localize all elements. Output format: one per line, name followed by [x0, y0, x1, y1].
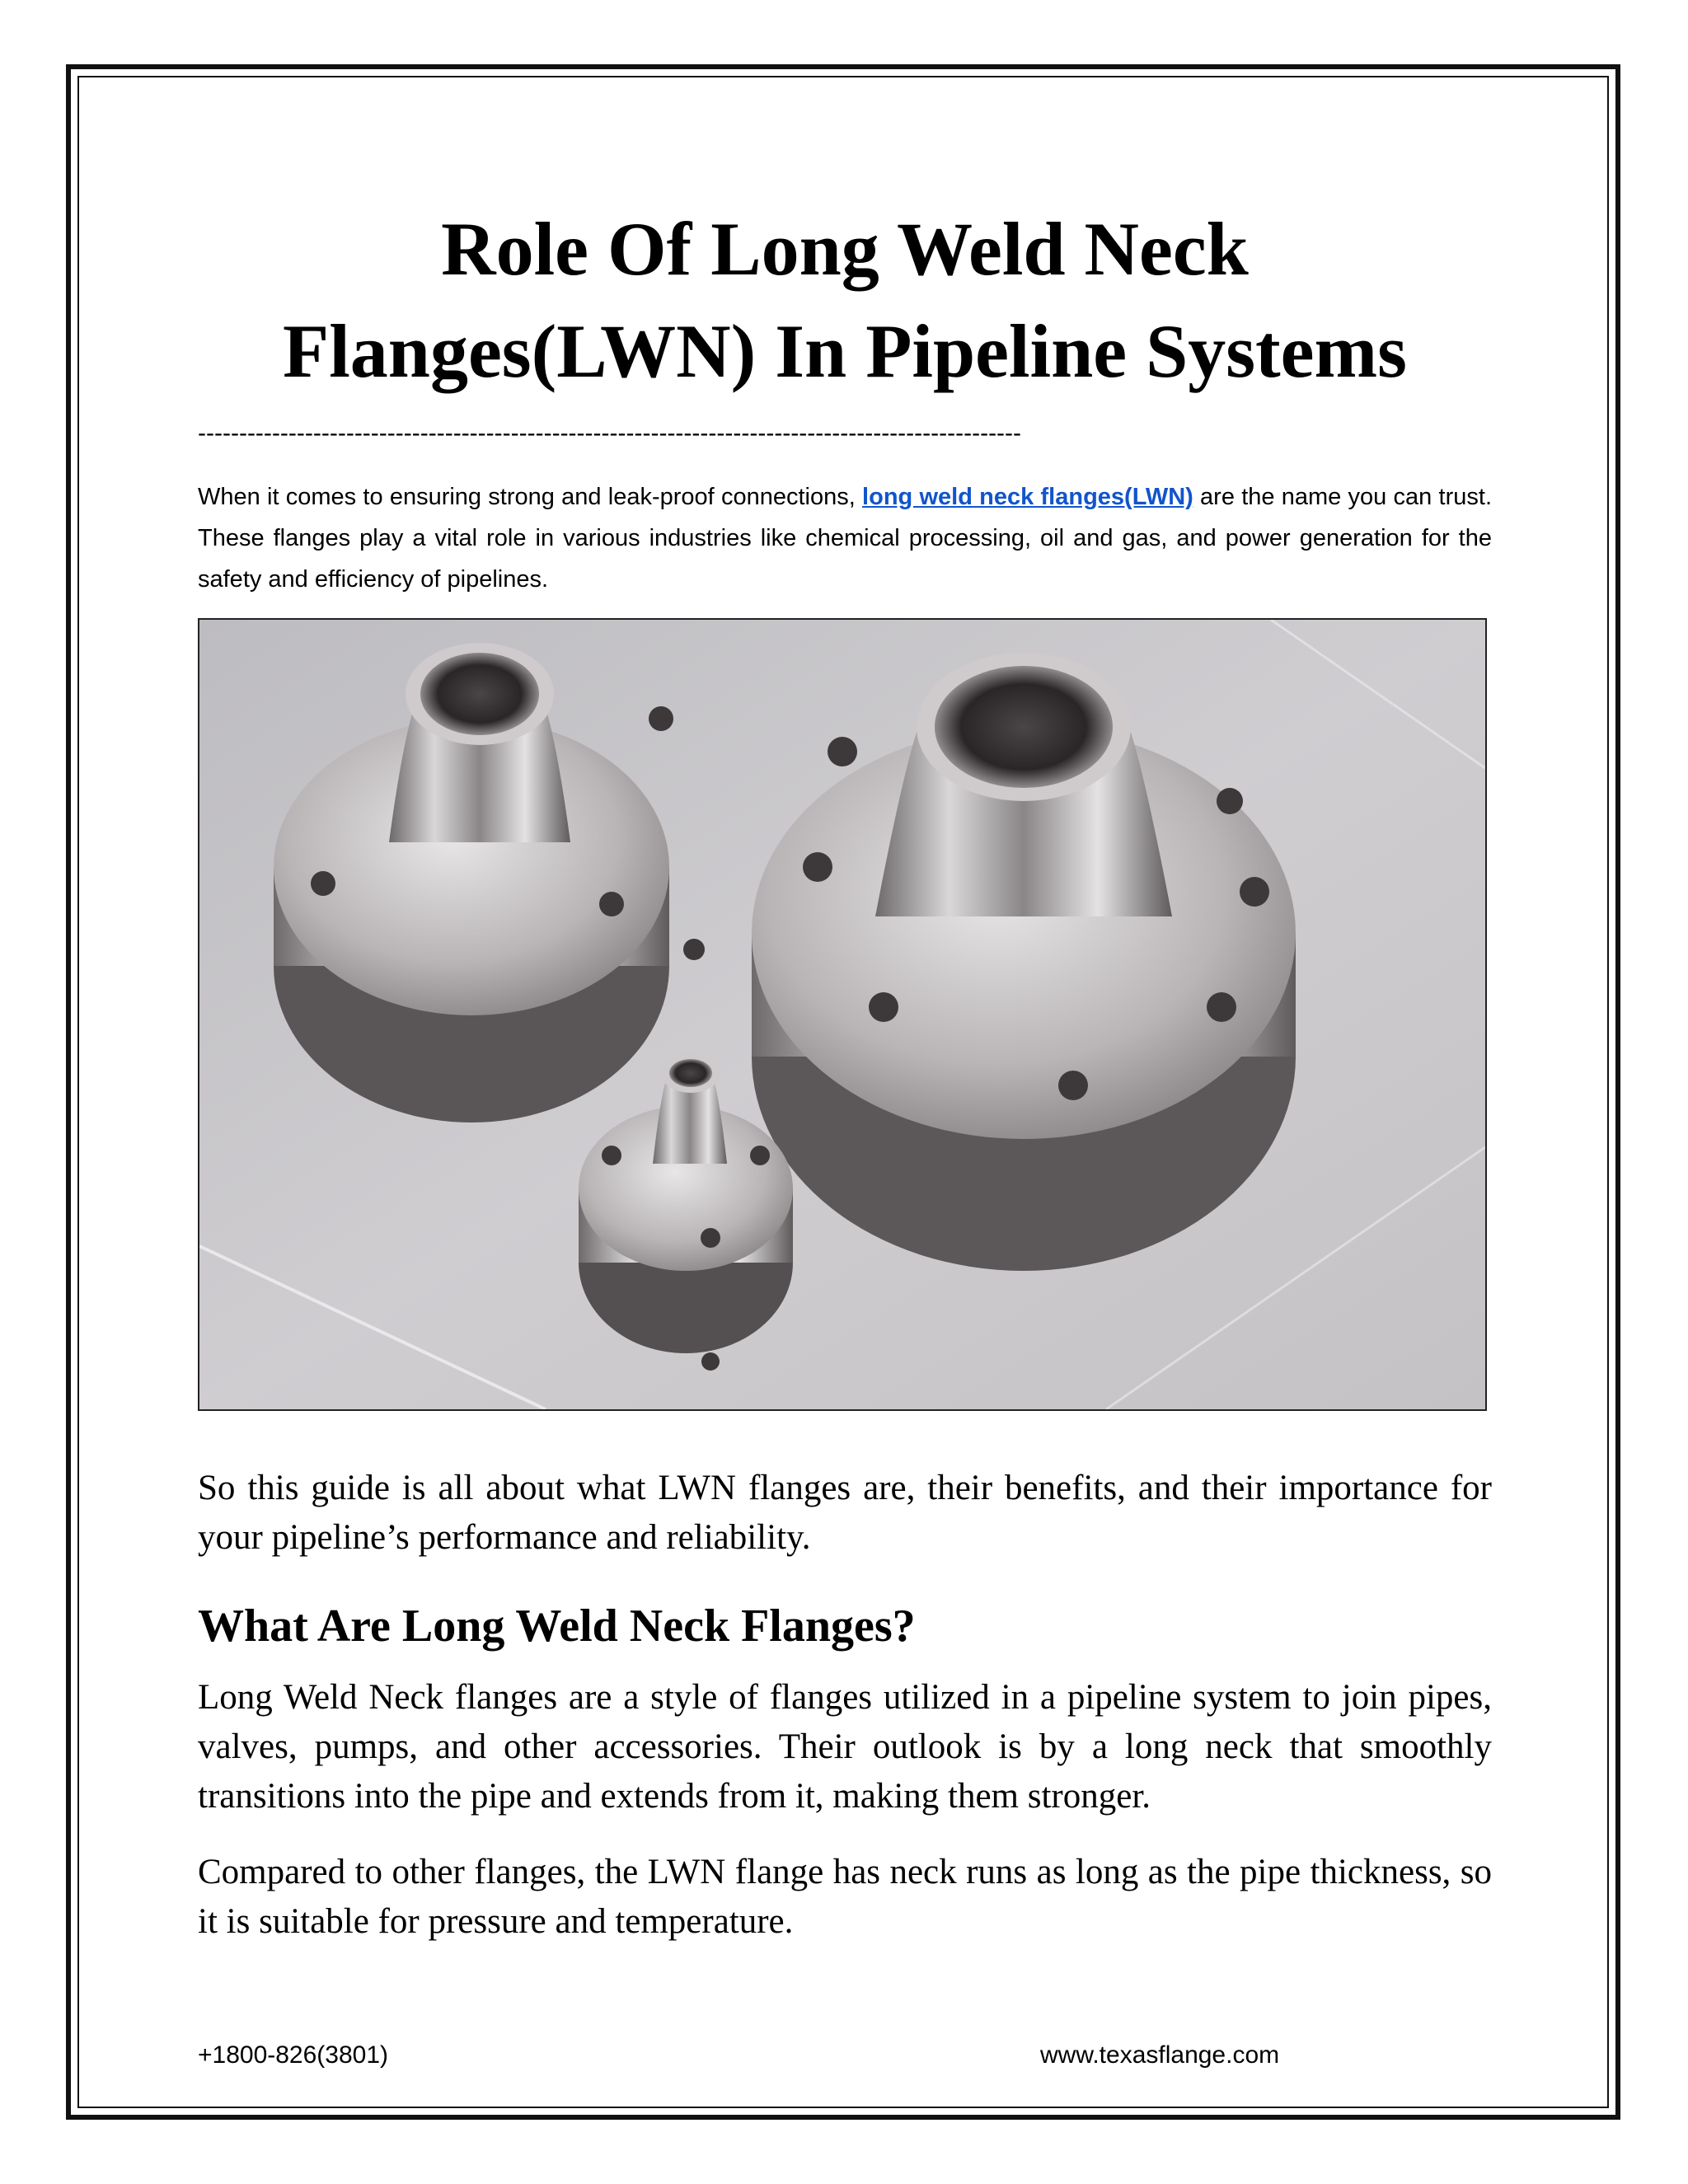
flanges-photo — [198, 618, 1487, 1411]
comparison-paragraph: Compared to other flanges, the LWN flange has neck runs as long as the pipe thickness, so it is suitable for pressure and temperature. — [198, 1853, 1492, 1941]
intro-text-end: are the name you can trust. These flanges play a vital role in various industries like chemical processing, oil and gas, and power generation for the safety and efficiency of pipelines. — [198, 484, 1493, 593]
section-heading: What Are Long Weld Neck Flanges? — [198, 1601, 916, 1652]
lwn-flanges-link[interactable]: long weld neck flanges(LWN) — [862, 484, 1193, 510]
dashed-divider: ---------------------------------------------------------------------------------------------------- — [198, 419, 1022, 447]
intro-paragraph — [198, 476, 1492, 600]
guide-paragraph: So this guide is all about what LWN flanges are, their benefits, and their importance for your pipeline’s performance and reliability. — [198, 1469, 1492, 1557]
intro-text-start: When it comes to ensuring strong and leak-proof connections, — [198, 484, 863, 510]
definition-paragraph: Long Weld Neck flanges are a style of flanges utilized in a pipeline system to join pipes, valves, pumps, and other accessories. Their outlook is by a long neck that smoothly transitions into the pipe and extends from it, making them stronger. — [198, 1678, 1492, 1816]
footer-website[interactable]: www.texasflange.com — [1040, 2041, 1280, 2069]
flanges-illustration — [199, 620, 1485, 1409]
footer-phone: +1800-826(3801) — [198, 2041, 389, 2069]
page-title: Role Of Long Weld Neck Flanges(LWN) In Pipeline Systems — [283, 207, 1407, 393]
